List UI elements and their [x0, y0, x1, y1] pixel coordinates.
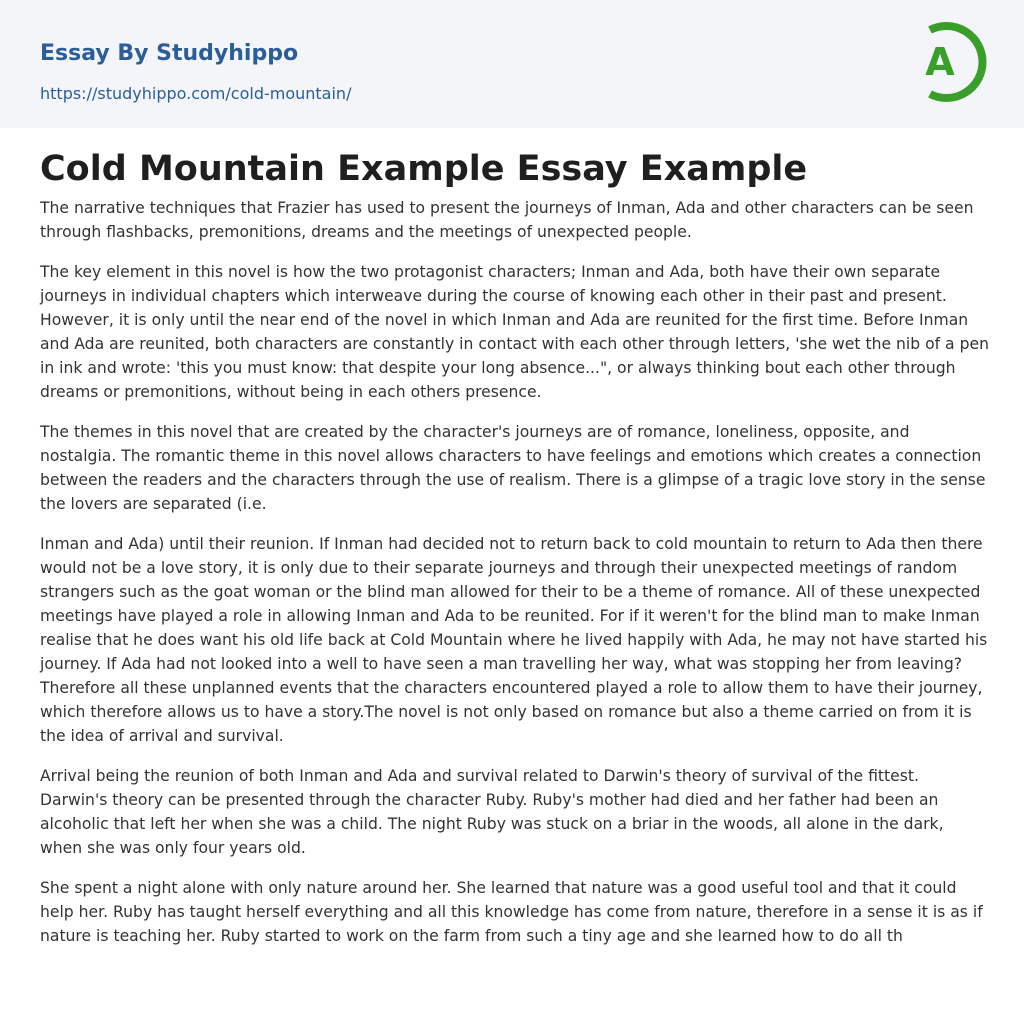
paragraph-5: Arrival being the reunion of both Inman and Ada and survival related to Darwin's theory of survival of the fittest. Darwin's theory can be presented through the character Ruby. Ruby's mother had died and her father had been an alcoholic that left her when she was a child. The night Ruby was stuck on a briar in the woods, all alone in the dark, when she was only four years old.	[40, 767, 944, 857]
paragraph-4: Inman and Ada) until their reunion. If Inman had decided not to return back to cold mountain to return to Ada then there would not be a love story, it is only due to their separate journeys and through their unexpected meetings of random strangers such as the goat woman or the blind man allowed for their to be a theme of romance. All of these unexpected meetings have played a role in allowing Inman and Ada to be reunited. For if it weren't for the blind man to make Inman realise that he does want his old life back at Cold Mountain where he lived happily with Ada, he may not have started his journey. If Ada had not looked into a well to have seen a man travelling her way, what was stopping her from leaving? Therefore all these unplanned events that the characters encountered played a role to allow them to have their journey, which therefore allows us to have a story.The novel is not only based on romance but also a theme carried on from it is the idea of arrival and survival.	[40, 535, 988, 745]
site-brand: Essay By Studyhippo	[40, 41, 299, 66]
article	[40, 146, 990, 964]
logo-letter: A	[925, 40, 955, 84]
source-link[interactable]: https://studyhippo.com/cold-mountain/	[40, 84, 352, 103]
page-title: Cold Mountain Example Essay Example	[40, 149, 808, 189]
studyhippo-logo-icon	[912, 18, 988, 106]
paragraph-1: The narrative techniques that Frazier has used to present the journeys of Inman, Ada and other characters can be seen through flashbacks, premonitions, dreams and the meetings of unexpected people.	[40, 199, 974, 241]
paragraph-6: She spent a night alone with only nature around her. She learned that nature was a good useful tool and that it could help her. Ruby has taught herself everything and all this knowledge has come from nature, therefore in a sense it is as if nature is teaching her. Ruby started to work on the farm from such a tiny age and she learned how to do all th	[40, 879, 983, 945]
paragraph-2: The key element in this novel is how the two protagonist characters; Inman and Ada, both have their own separate journeys in individual chapters which interweave during the course of knowing each other in their past and present. However, it is only until the near end of the novel in which Inman and Ada are reunited for the first time. Before Inman and Ada are reunited, both characters are constantly in contact with each other through letters, 'she wet the nib of a pen in ink and wrote: 'this you must know: that despite your long absence...", or always thinking bout each other through dreams or premonitions, without being in each others presence.	[40, 263, 989, 401]
site-header	[0, 0, 1024, 128]
paragraph-3: The themes in this novel that are created by the character's journeys are of romance, loneliness, opposite, and nostalgia. The romantic theme in this novel allows characters to have feelings and emotions which creates a connection between the readers and the characters through the use of realism. There is a glimpse of a tragic love story in the sense the lovers are separated (i.e.	[40, 423, 986, 513]
